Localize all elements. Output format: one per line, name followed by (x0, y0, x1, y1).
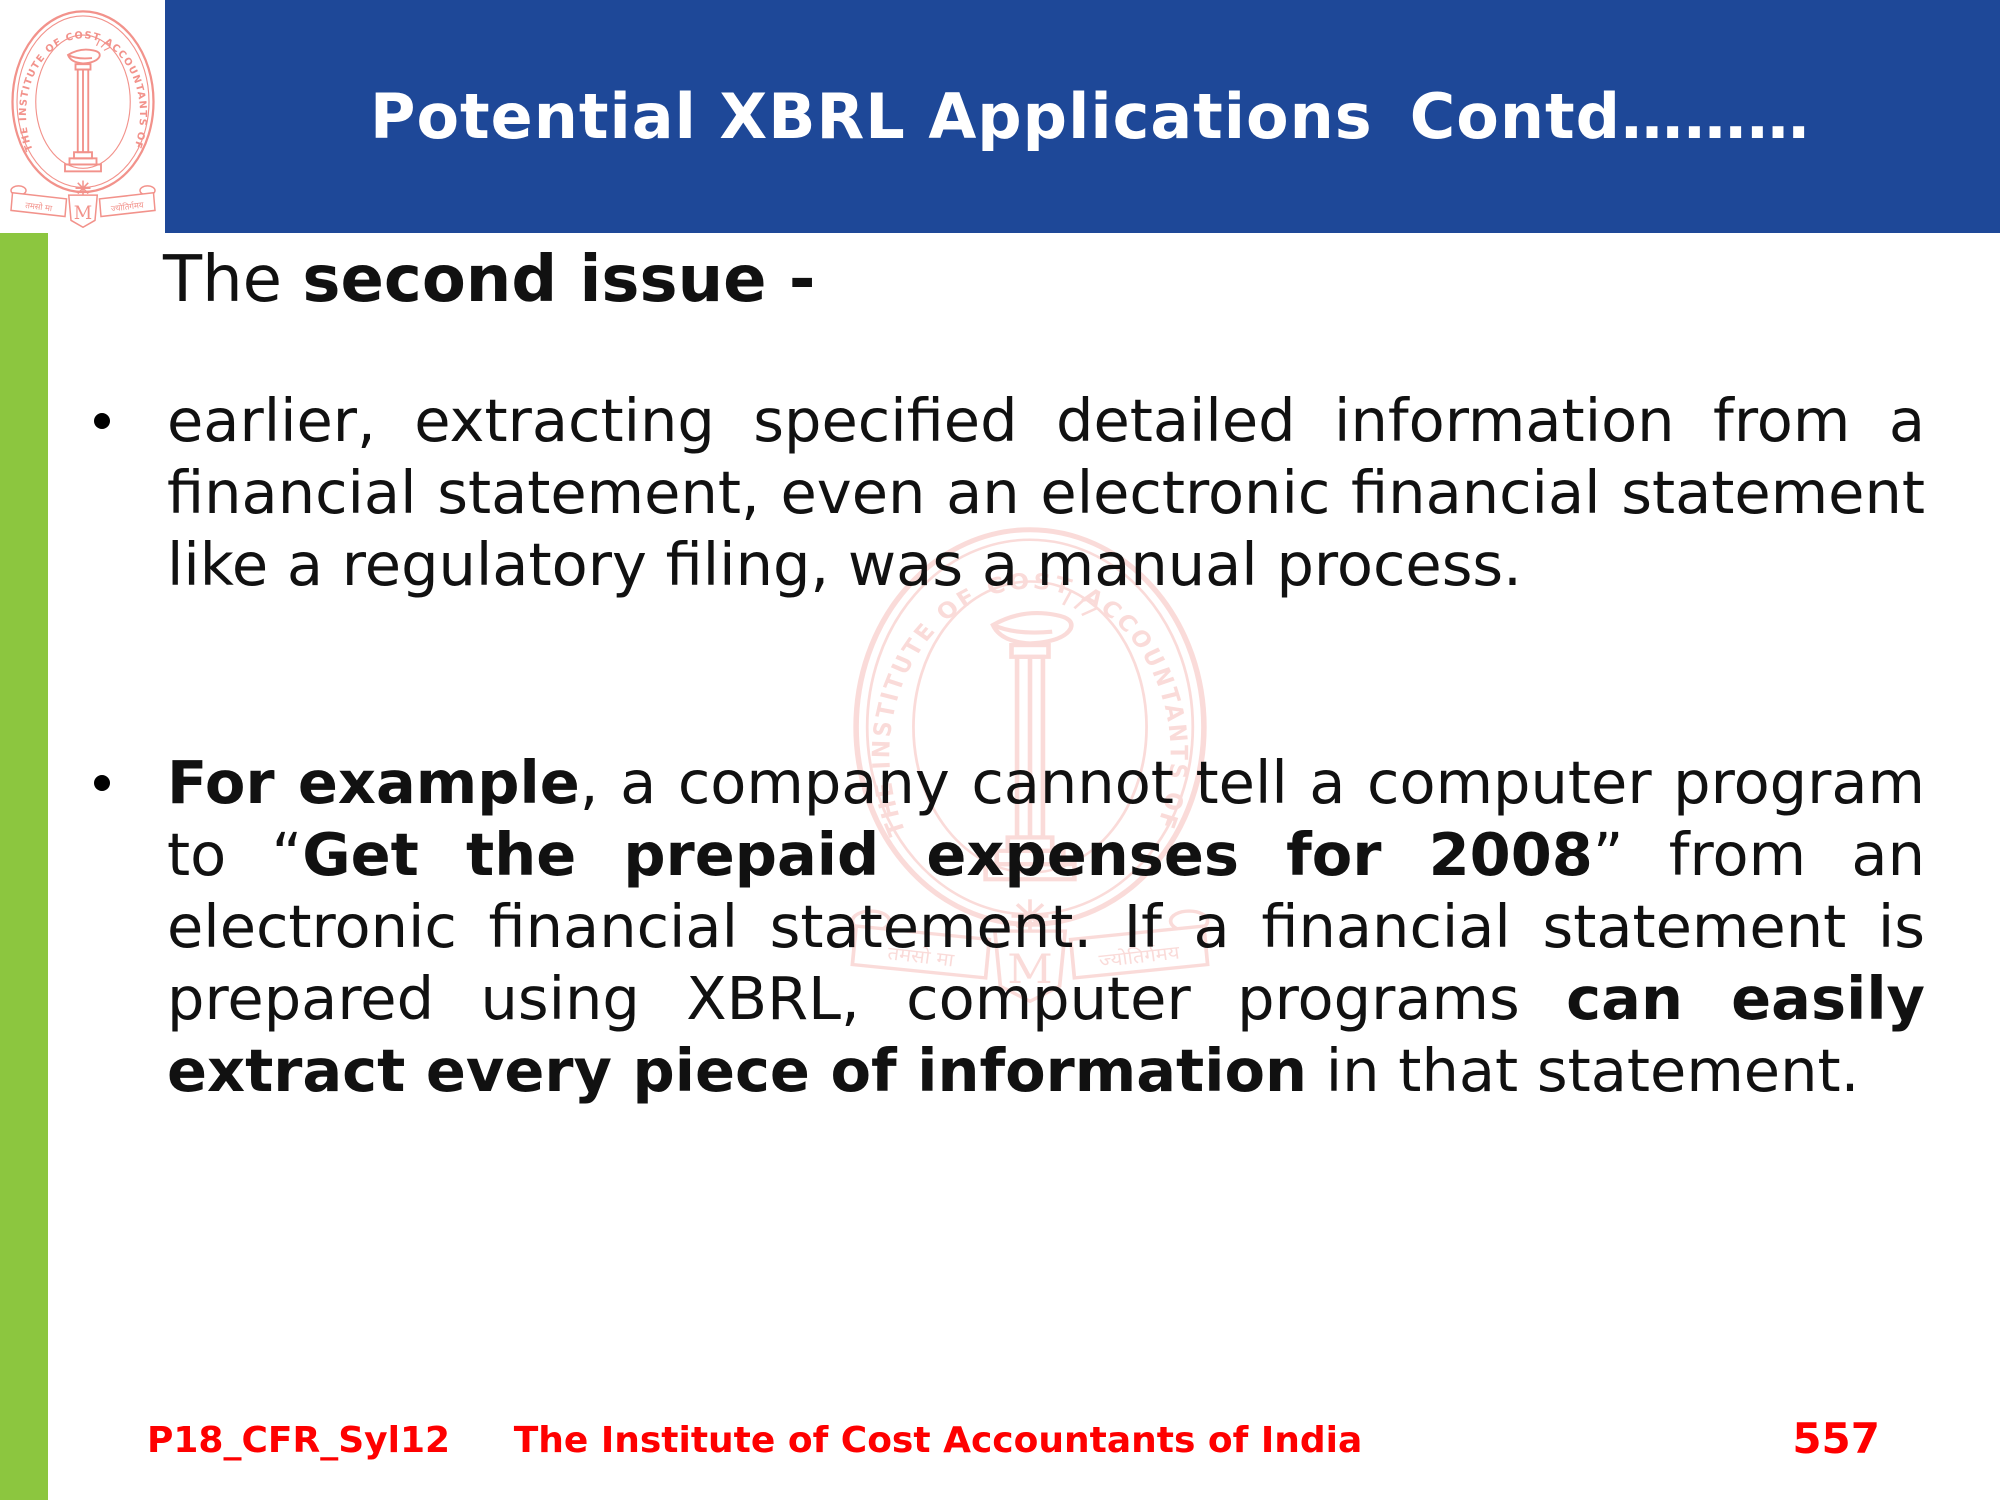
slide-title: Potential XBRL Applications (370, 80, 1373, 153)
bullet-marker-icon (94, 413, 110, 429)
bullet-marker-icon (94, 775, 110, 791)
bullet-text-2: For example, a company cannot tell a computer program to “Get the prepaid expenses for 2008” from an electronic financial statement. If a financial statement is prepared using XBRL, computer programs can easily extract every piece of information in that statement. (167, 748, 1926, 1105)
bullet-text-1: earlier, extracting specified detailed information from a financial statement, even an electronic financial statement like a regulatory filing, was a manual process. (167, 386, 1925, 599)
footer-page-number: 557 (1792, 1414, 1880, 1463)
bullet-item-1 (92, 385, 1925, 601)
bullet-item-2 (92, 747, 1925, 1107)
footer-course-code: P18_CFR_Syl12 (147, 1420, 451, 1461)
footer-institute-name: The Institute of Cost Accountants of India (513, 1420, 1363, 1461)
slide-heading: The second issue - (163, 243, 816, 317)
slide-title-contd: Contd……… (1409, 80, 1810, 153)
